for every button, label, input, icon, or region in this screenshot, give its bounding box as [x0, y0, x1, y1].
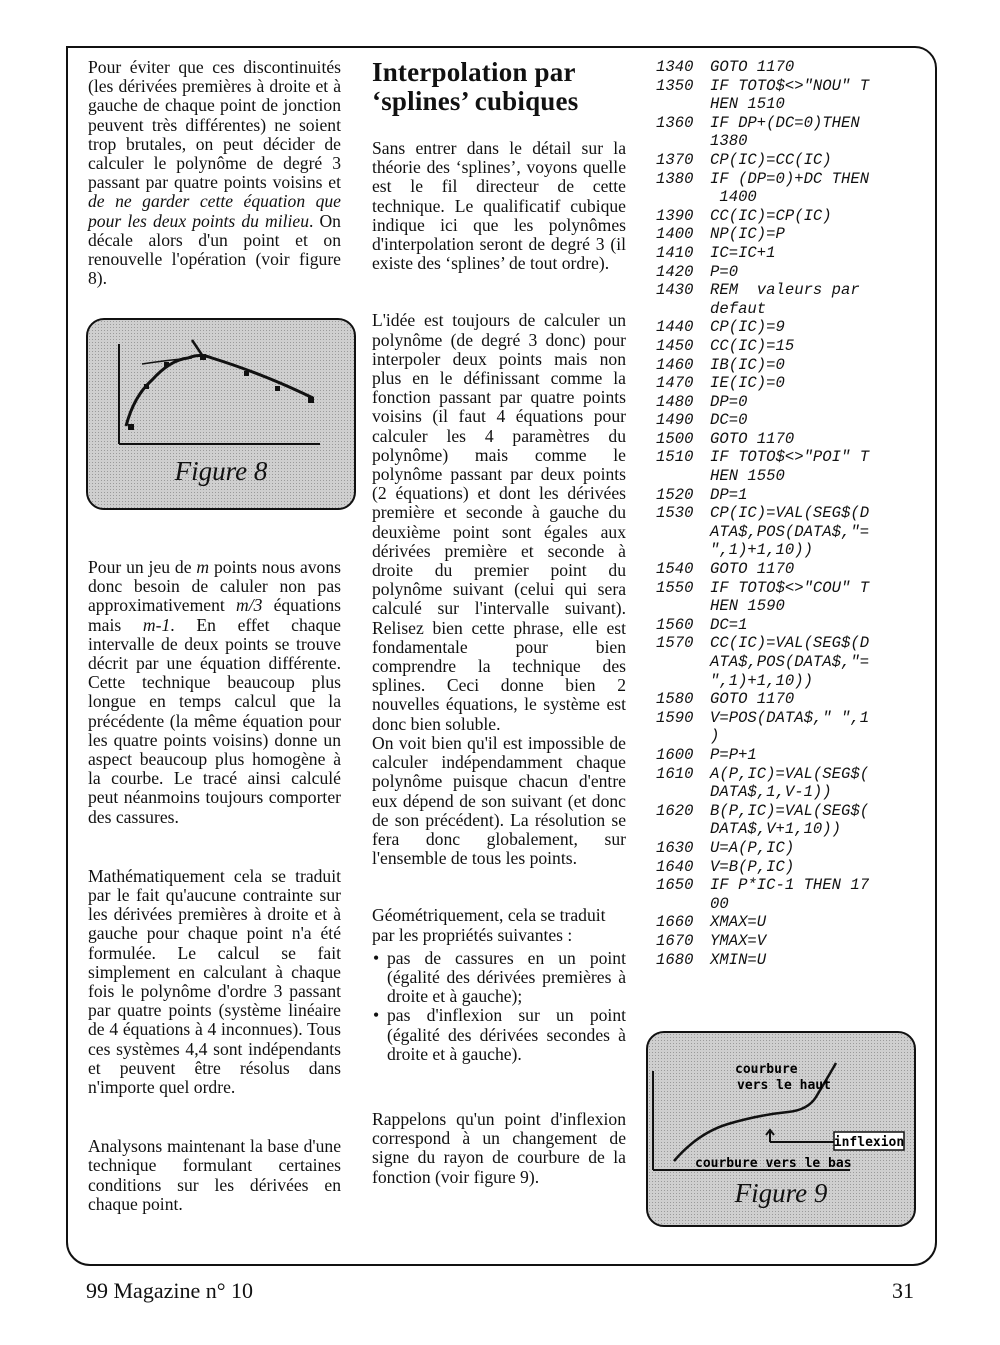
page-number: 31 [892, 1278, 914, 1303]
label-courbure-haut-2: vers le haut [737, 1078, 831, 1093]
magazine-issue: 99 Magazine n° 10 [86, 1278, 254, 1303]
code-line [656, 244, 916, 263]
emphasis: de ne garder cette équation que pour les deux points du milieu [88, 191, 341, 231]
line-number: 1660 [656, 913, 694, 932]
inflexion-label: inflexion [833, 1135, 905, 1150]
line-number: 1640 [656, 857, 694, 876]
line-number: 1410 [656, 243, 694, 262]
code-line [656, 932, 916, 951]
label-courbure-haut-1: courbure [735, 1062, 798, 1077]
code-line [656, 188, 916, 207]
paragraph-m-points: Pour un jeu de m points nous avons donc besoin de caluler non pas approximativement m/3 équations mais m-1. En effet chaque intervalle de deux points se trouve décrit par une équation différente. Cette technique beaucoup plus longue en temps calcul que la précédente (la même équation pour les quatre points voisins) donne un aspect beaucoup plus homogène à la courbe. Le tracé ainsi calculé peut néanmoins toujours comporter des cassures. [88, 557, 342, 827]
code-statement: IE(IC)=0 [710, 374, 785, 393]
line-number: 1650 [656, 876, 694, 895]
code-statement: GOTO 1170 [710, 58, 795, 76]
line-number: 1560 [656, 615, 694, 634]
line-number [656, 783, 710, 802]
code-statement: NP(IC)=P [710, 225, 785, 244]
code-statement: IF DP+(DC=0)THEN [710, 113, 860, 132]
code-line [656, 77, 916, 96]
code-line [656, 337, 916, 356]
code-statement: HEN 1510 [710, 95, 785, 114]
line-number: 1680 [656, 950, 694, 969]
code-line [656, 876, 916, 895]
code-statement: YMAX=V [710, 931, 767, 950]
code-statement: A(P,IC)=VAL(SEG$( [710, 764, 870, 783]
list-item: • pas d'inflexion sur un point (égalité des dérivées secondes à droite et à gauche). [372, 1006, 626, 1064]
line-number: 1460 [656, 355, 694, 374]
line-number [656, 597, 710, 616]
code-statement: XMAX=U [710, 913, 767, 932]
code-statement: DP=1 [710, 485, 748, 504]
line-number [656, 895, 710, 914]
code-line [656, 207, 916, 226]
code-line [656, 913, 916, 932]
code-line [656, 263, 916, 282]
code-statement: DATA$,V+1,10)) [710, 820, 842, 839]
label-courbure-bas: courbure vers le bas [695, 1156, 852, 1171]
code-statement: IF TOTO$<>"COU" T [710, 578, 870, 597]
interpolated-curve [126, 356, 313, 427]
code-statement: 1380 [710, 132, 748, 151]
line-number: 1540 [656, 560, 694, 579]
code-statement: REM valeurs par [710, 281, 860, 300]
line-number: 1670 [656, 931, 694, 950]
paragraph-discontinuities: Pour éviter que ces discontinuités (les dérivées premières à droite et à gauche de chaque point de jonction peuvent très différentes) ne soient trop brutales, on peut décider de calculer le polynôme de degré 3 passant par quatre points voisins et de ne garder cette équation que pour les deux points du milieu. On décale alors d'un point et on renouvelle l'opération (voir figure 8). [88, 57, 341, 289]
code-line [656, 672, 916, 691]
line-number: 1490 [656, 411, 694, 430]
line-number: 1370 [656, 150, 694, 169]
line-number [656, 95, 710, 114]
code-line [656, 430, 916, 449]
code-statement: V=B(P,IC) [710, 857, 795, 876]
code-statement: CP(IC)=CC(IC) [710, 150, 832, 169]
data-point [128, 424, 134, 430]
code-statement: U=A(P,IC) [710, 838, 795, 857]
code-line [656, 690, 916, 709]
line-number [656, 300, 710, 319]
code-line [656, 225, 916, 244]
line-number: 1430 [656, 281, 694, 300]
line-number: 1360 [656, 113, 694, 132]
code-line [656, 132, 916, 151]
code-line [656, 58, 916, 77]
line-number [656, 541, 710, 560]
code-line [656, 802, 916, 821]
code-line [656, 597, 916, 616]
code-line [656, 114, 916, 133]
line-number: 1520 [656, 485, 694, 504]
line-number [656, 653, 710, 672]
code-statement: ATA$,POS(DATA$,"= [710, 522, 870, 541]
line-number: 1440 [656, 318, 694, 337]
code-statement: CC(IC)=VAL(SEG$(D [710, 634, 870, 653]
code-line [656, 356, 916, 375]
code-statement: ) [710, 727, 720, 746]
code-line [656, 95, 916, 114]
line-number [656, 727, 710, 746]
line-number: 1400 [656, 225, 694, 244]
code-statement: GOTO 1170 [710, 429, 795, 448]
code-statement: P=0 [710, 262, 739, 281]
line-number: 1600 [656, 745, 694, 764]
code-line [656, 653, 916, 672]
inflexion-arrow [766, 1130, 834, 1142]
code-statement: IB(IC)=0 [710, 355, 785, 374]
code-line [656, 951, 916, 970]
line-number: 1470 [656, 374, 694, 393]
code-statement: GOTO 1170 [710, 560, 795, 579]
data-point [144, 384, 149, 389]
code-statement: HEN 1590 [710, 597, 785, 616]
figure-9 [646, 1031, 916, 1227]
code-line [656, 318, 916, 337]
column-1 [88, 58, 341, 288]
code-line [656, 151, 916, 170]
line-number: 1530 [656, 504, 694, 523]
line-number: 1480 [656, 392, 694, 411]
data-point [308, 397, 314, 403]
code-line [656, 541, 916, 560]
code-statement: IF TOTO$<>"POI" T [710, 448, 870, 467]
code-statement: B(P,IC)=VAL(SEG$( [710, 801, 870, 820]
code-line [656, 411, 916, 430]
code-statement: V=POS(DATA$," ",1 [710, 708, 870, 727]
data-point [275, 386, 280, 391]
line-number: 1570 [656, 634, 694, 653]
paragraph-analysons: Analysons maintenant la base d'une technique formulant certaines conditions sur les dérivées en chaque point. [88, 1136, 341, 1214]
line-number: 1420 [656, 262, 694, 281]
code-line [656, 523, 916, 542]
properties-list [372, 949, 626, 1064]
line-number [656, 132, 710, 151]
code-statement: DP=0 [710, 392, 748, 411]
column-1-lower [88, 558, 341, 1214]
code-statement: IC=IC+1 [710, 243, 776, 262]
list-item: • pas de cassures en un point (égalité des dérivées premières à droite et à gauche); [372, 949, 626, 1007]
data-point [164, 362, 169, 367]
section-heading: Interpolation par ‘splines’ cubiques [372, 57, 579, 116]
code-statement: XMIN=U [710, 950, 767, 969]
paragraph-splines-intro: Sans entrer dans le détail sur la théorie des ‘splines’, voyons quelle est le fil directeur de cette technique. Le qualificatif cubique indique ici que les polynômes d'interpolation seront de degré 3 (il existe des ‘splines’ de tout ordre). [372, 138, 626, 274]
paragraph-idee: L'idée est toujours de calculer un polynôme (de degré 3 donc) pour interpoler deux points mais non plus en le définissant comme la fonction passant par quatre points voisins (il faut 4 équations pour calculer les 4 paramètres du polynôme) mais comme le polynôme passant par deux points (2 équations) et dont les dérivées première et seconde à gauche du deuxième point sont égales aux dérivées première et seconde à droite du premier point du polynôme suivant (celui qui sera calculé sur l'intervalle suivant). Relisez bien cette phrase, elle est fondamentale pour bien comprendre la technique des splines. Ceci donne bien 2 nouvelles équations, le système est donc bien soluble. [372, 310, 626, 734]
data-point [244, 371, 249, 376]
code-statement: GOTO 1170 [710, 690, 795, 709]
code-line [656, 634, 916, 653]
basic-code-listing [656, 58, 916, 969]
line-number [656, 820, 710, 839]
code-statement: CC(IC)=15 [710, 336, 795, 355]
code-statement: IF TOTO$<>"NOU" T [710, 76, 870, 95]
code-statement: ",1)+1,10)) [710, 541, 813, 560]
code-statement: CP(IC)=VAL(SEG$(D [710, 504, 870, 523]
line-number: 1350 [656, 76, 694, 95]
code-line [656, 895, 916, 914]
line-number: 1380 [656, 169, 694, 188]
line-number: 1610 [656, 764, 694, 783]
tangent-stroke [192, 340, 202, 355]
line-number: 1500 [656, 429, 694, 448]
code-statement: ",1)+1,10)) [710, 671, 813, 690]
paragraph-mathematiquement: Mathématiquement cela se traduit par le fait qu'aucune contrainte sur les dérivées premières à droite et à gauche pour chaque point n'a été formulée. Le calcul se fait simplement en calculant à chaque fois le polynôme d'ordre 3 passant par quatre points (système linéaire de 4 équations à 4 inconnues). Tous ces systèmes 4,4 sont indépendants et peuvent être résolus dans n'importe quel ordre. [88, 865, 341, 1098]
code-line [656, 448, 916, 467]
code-line [656, 560, 916, 579]
data-point [200, 354, 206, 360]
code-line [656, 746, 916, 765]
line-number: 1390 [656, 206, 694, 225]
code-line [656, 486, 916, 505]
code-line [656, 504, 916, 523]
line-number [656, 672, 710, 691]
line-number [656, 467, 710, 486]
paragraph-resolution: On voit bien qu'il est impossible de calculer indépendamment chaque polynôme puisque chacun d'entre eux dépend de son suivant (et donc de son précédent). La résolution se fera donc globalement, sur l'ensemble de tous les points. [372, 732, 626, 869]
figure-8 [86, 318, 356, 510]
code-statement: CP(IC)=9 [710, 318, 785, 337]
code-statement: defaut [710, 299, 767, 318]
code-line [656, 393, 916, 412]
code-statement: IF P*IC-1 THEN 17 [710, 876, 870, 895]
code-statement: DATA$,1,V-1)) [710, 783, 832, 802]
code-line [656, 765, 916, 784]
line-number: 1550 [656, 578, 694, 597]
code-line [656, 839, 916, 858]
line-number [656, 188, 710, 207]
code-line [656, 467, 916, 486]
line-number: 1510 [656, 448, 694, 467]
code-statement: IF (DP=0)+DC THEN [710, 169, 870, 188]
line-number: 1580 [656, 690, 694, 709]
code-statement: DC=0 [710, 411, 748, 430]
code-statement: CC(IC)=CP(IC) [710, 206, 832, 225]
line-number: 1450 [656, 336, 694, 355]
figure-8-caption: Figure 8 [174, 456, 268, 486]
line-number: 1620 [656, 801, 694, 820]
code-line [656, 170, 916, 189]
line-number: 1590 [656, 708, 694, 727]
line-number: 1340 [656, 58, 694, 76]
code-line [656, 858, 916, 877]
code-line [656, 579, 916, 598]
code-line [656, 300, 916, 319]
code-line [656, 820, 916, 839]
paragraph-rappelons: Rappelons qu'un point d'inflexion correspond à un changement de signe du rayon de courbure de la fonction (voir figure 9). [372, 1108, 626, 1187]
code-line [656, 281, 916, 300]
code-statement: DC=1 [710, 615, 748, 634]
line-number: 1630 [656, 838, 694, 857]
line-number [656, 523, 710, 542]
code-statement: HEN 1550 [710, 467, 785, 486]
code-statement: ATA$,POS(DATA$,"= [710, 653, 870, 671]
paragraph-geometriquement: Géométriquement, cela se traduit par les propriétés suivantes : [372, 905, 606, 945]
code-line [656, 374, 916, 393]
code-line [656, 783, 916, 802]
code-statement: 1400 [710, 188, 757, 207]
code-line [656, 727, 916, 746]
code-line [656, 616, 916, 635]
code-statement: P=P+1 [710, 745, 757, 764]
code-line [656, 709, 916, 728]
column-2 [372, 58, 626, 1187]
figure-9-caption: Figure 9 [734, 1178, 828, 1208]
code-statement: 00 [710, 894, 729, 913]
